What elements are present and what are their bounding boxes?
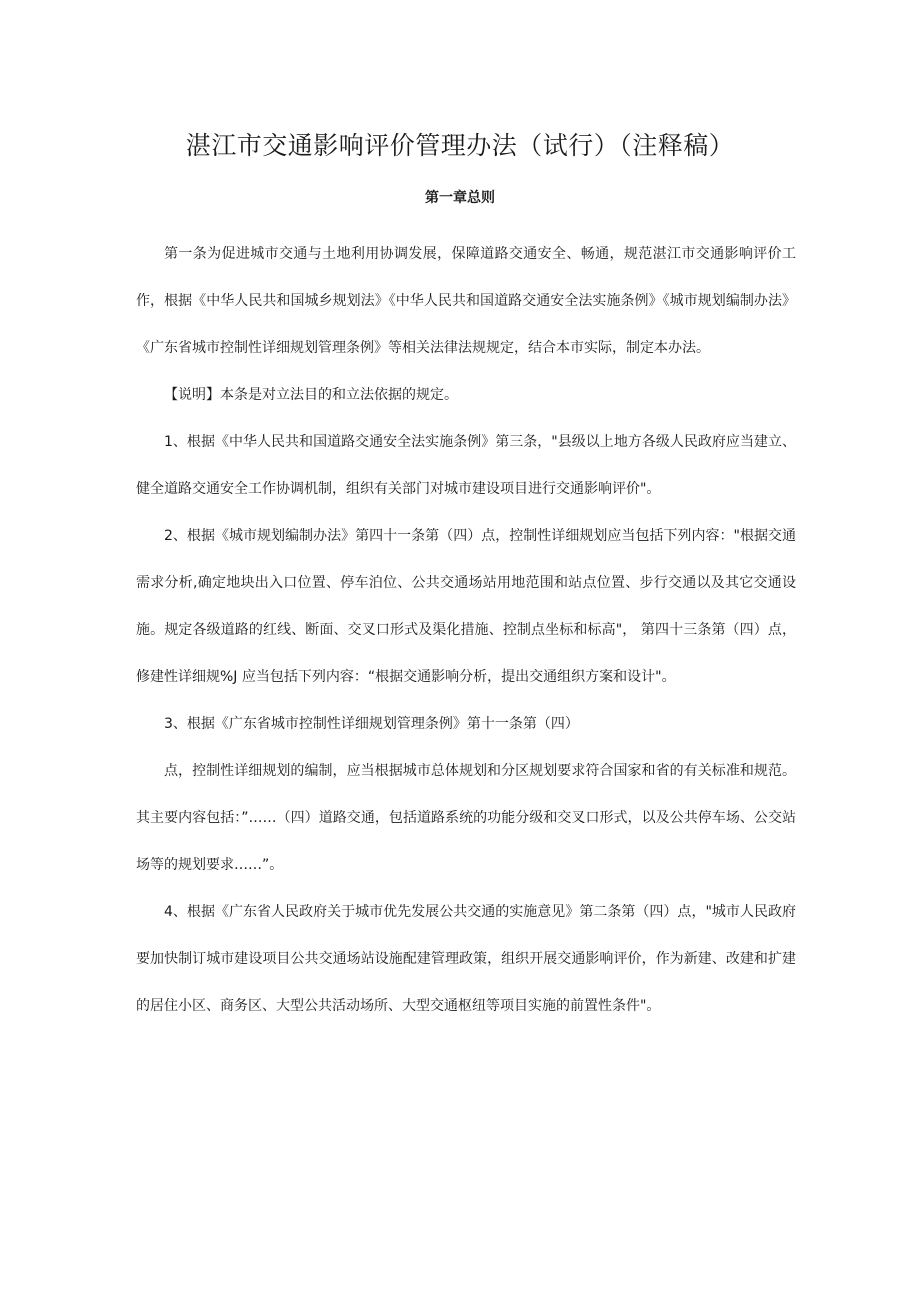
note-1-paragraph: 1、根据《中华人民共和国道路交通安全法实施条例》第三条，"县级以上地方各级人民政府应当建立、健全道路交通安全工作协调机制，组织有关部门对城市建设项目进行交通影响评价"。 (136, 434, 796, 497)
note-2-paragraph: 2、根据《城市规划编制办法》第四十一条第（四）点，控制性详细规划应当包括下列内容："根据交通需求分析,确定地块出入口位置、停车泊位、公共交通场站用地范围和站点位置、步行交通以及其它交通设施。规定各级道路的红线、断面、交叉口形式及渠化措施、控制点坐标和标高"， 第四十三条第（四）点，修建性详细规%J 应当包括下列内容：“根据交通影响分析，提出交通组织方案和设计"。 (136, 528, 796, 685)
page-title: 湛江市交通影响评价管理办法（试行）（注释稿） (185, 131, 735, 160)
note-3-body-paragraph: 点，控制性详细规划的编制，应当根据城市总体规划和分区规划要求符合国家和省的有关标准和规范。其主要内容包括：”……（四）道路交通，包括道路系统的功能分级和交叉口形式，以及公共停车场、公交站场等的规划要求……”。 (136, 763, 796, 873)
note-4-paragraph: 4、根据《广东省人民政府关于城市优先发展公共交通的实施意见》第二条第（四）点，"城市人民政府要加快制订城市建设项目公共交通场站设施配建管理政策，组织开展交通影响评价，作为新建、改建和扩建的居住小区、商务区、大型公共活动场所、大型交通枢纽等项目实施的前置性条件"。 (136, 904, 796, 1014)
note-3-heading-paragraph: 3、根据《广东省城市控制性详细规划管理条例》第十一条第（四） (164, 716, 579, 732)
document-body (136, 231, 796, 1030)
chapter-heading: 第一章总则 (425, 190, 495, 206)
explanation-paragraph: 【说明】本条是对立法目的和立法依据的规定。 (164, 387, 458, 403)
article-1-paragraph: 第一条为促进城市交通与土地利用协调发展，保障道路交通安全、畅通，规范湛江市交通影响评价工作，根据《中华人民共和国城乡规划法》《中华人民共和国道路交通安全法实施条例》《城市规划编制办法》《广东省城市控制性详细规划管理条例》等相关法律法规规定，结合本市实际，制定本办法。 (136, 246, 796, 356)
